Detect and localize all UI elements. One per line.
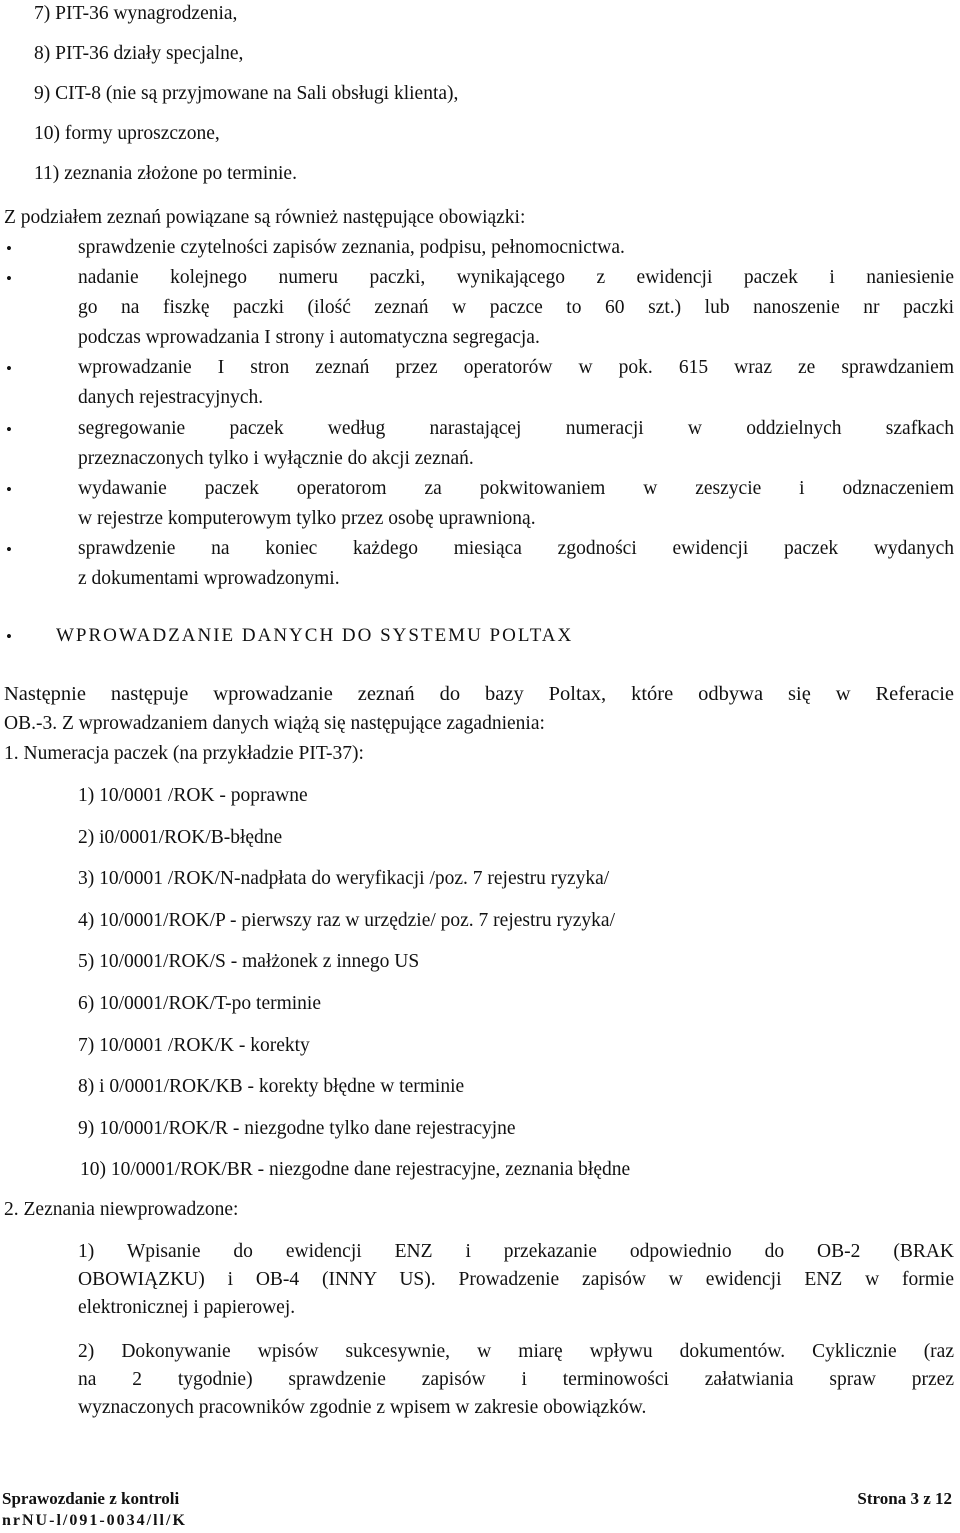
duty-line: przeznaczonych tylko i wyłącznie do akcji zeznań. [78, 448, 474, 469]
duties-intro: Z podziałem zeznań powiązane są również następujące obowiązki: [4, 207, 526, 228]
footer-reference: nrNU-l/091-0034/ll/K [2, 1512, 187, 1529]
numbering-item: 5) 10/0001/ROK/S - małżonek z innego US [78, 951, 420, 972]
duty-line: wprowadzanie I stron zeznań przez operatorów w pok. 615 wraz ze sprawdzaniem [78, 357, 954, 378]
numbering-item: 2) i0/0001/ROK/B-błędne [78, 827, 283, 848]
duty-line: w rejestrze komputerowym tylko przez osobę uprawnioną. [78, 508, 536, 529]
duty-line: sprawdzenie na koniec każdego miesiąca zgodności ewidencji paczek wydanych [78, 538, 954, 559]
numbering-item: 8) i 0/0001/ROK/KB - korekty błędne w terminie [78, 1076, 465, 1097]
returns-list-item: 9) CIT-8 (nie są przyjmowane na Sali obsługi klienta), [34, 83, 459, 104]
duty-line: z dokumentami wprowadzonymi. [78, 568, 340, 589]
duty-line: sprawdzenie czytelności zapisów zeznania, podpisu, pełnomocnictwa. [78, 237, 625, 258]
section-heading: WPROWADZANIE DANYCH DO SYSTEMU POLTAX [56, 625, 574, 646]
intro-line: Następnie następuje wprowadzanie zeznań do bazy Poltax, które odbywa się w Referacie [4, 683, 954, 705]
bullet-icon: • [6, 269, 12, 288]
returns-list-item: 10) formy uproszczone, [34, 123, 220, 144]
duty-line: nadanie kolejnego numeru paczki, wynikającego z ewidencji paczek i naniesienie [78, 267, 954, 288]
bullet-icon: • [6, 627, 12, 646]
footer-report-title: Sprawozdanie z kontroli [2, 1489, 180, 1508]
unentered-title: 2. Zeznania niewprowadzone: [4, 1199, 239, 1220]
numbering-item: 3) 10/0001 /ROK/N-nadpłata do weryfikacji /poz. 7 rejestru ryzyka/ [78, 868, 610, 889]
bullet-icon: • [6, 239, 12, 258]
intro-line: OB.-3. Z wprowadzaniem danych wiążą się następujące zagadnienia: [4, 713, 545, 734]
numbering-title: 1. Numeracja paczek (na przykładzie PIT-37): [4, 743, 364, 764]
returns-list-item: 7) PIT-36 wynagrodzenia, [34, 3, 238, 24]
numbering-item: 6) 10/0001/ROK/T-po terminie [78, 993, 322, 1014]
numbering-item: 4) 10/0001/ROK/P - pierwszy raz w urzędzie/ poz. 7 rejestru ryzyka/ [78, 910, 615, 931]
returns-list-item: 8) PIT-36 działy specjalne, [34, 43, 244, 64]
numbering-item: 10) 10/0001/ROK/BR - niezgodne dane rejestracyjne, zeznania błędne [80, 1159, 631, 1180]
unentered-line: 2) Dokonywanie wpisów sukcesywnie, w miarę wpływu dokumentów. Cyklicznie (raz [78, 1341, 954, 1362]
duty-line: danych rejestracyjnych. [78, 387, 264, 408]
unentered-line: OBOWIĄZKU) i OB-4 (INNY US). Prowadzenie zapisów w ewidencji ENZ w formie [78, 1269, 954, 1290]
bullet-icon: • [6, 359, 12, 378]
bullet-icon: • [6, 420, 12, 439]
unentered-line: elektronicznej i papierowej. [78, 1297, 296, 1318]
bullet-icon: • [6, 540, 12, 559]
duty-line: segregowanie paczek według narastającej numeracji w oddzielnych szafkach [78, 418, 954, 439]
numbering-item: 1) 10/0001 /ROK - poprawne [78, 785, 308, 806]
duty-line: go na fiszkę paczki (ilość zeznań w paczce to 60 szt.) lub nanoszenie nr paczki [78, 297, 954, 318]
unentered-line: na 2 tygodnie) sprawdzenie zapisów i terminowości załatwiania spraw przez [78, 1369, 954, 1390]
numbering-item: 7) 10/0001 /ROK/K - korekty [78, 1035, 310, 1056]
duty-line: podczas wprowadzania I strony i automatyczna segregacja. [78, 327, 540, 348]
footer-page-label: Strona 3 z 12 [857, 1489, 952, 1508]
unentered-line: wyznaczonych pracowników zgodnie z wpisem w zakresie obowiązków. [78, 1397, 647, 1418]
numbering-item: 9) 10/0001/ROK/R - niezgodne tylko dane rejestracyjne [78, 1118, 516, 1139]
returns-list-item: 11) zeznania złożone po terminie. [34, 163, 297, 184]
bullet-icon: • [6, 480, 12, 499]
duty-line: wydawanie paczek operatorom za pokwitowaniem w zeszycie i odznaczeniem [78, 478, 954, 499]
unentered-line: 1) Wpisanie do ewidencji ENZ i przekazanie odpowiednio do OB-2 (BRAK [78, 1241, 954, 1262]
